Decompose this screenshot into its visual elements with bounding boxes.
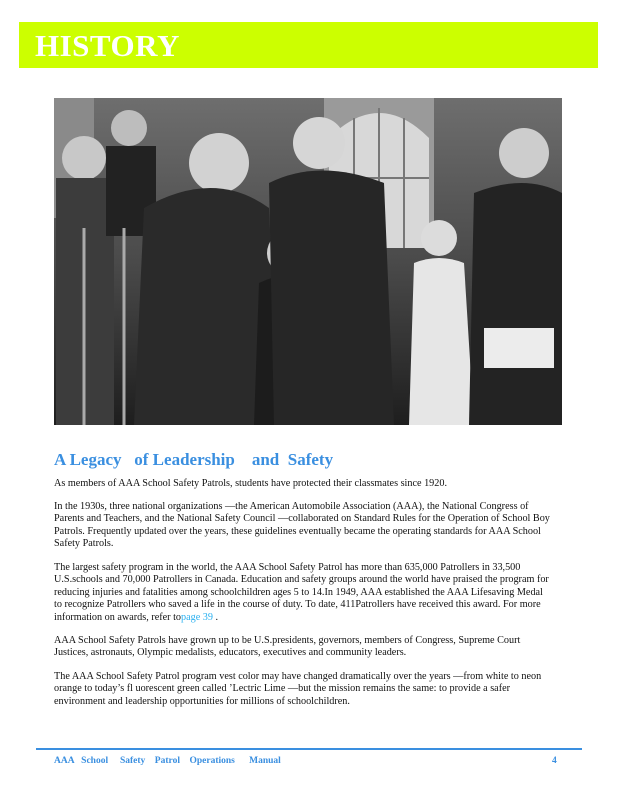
paragraph-program-end: . bbox=[212, 611, 219, 623]
paragraph-program-text: The largest safety program in the world, the AAA School Safety Patrol has more than 635,000 Patrollers in 33,500 U.S.schools and 70,000 Patrollers in Canada. Education and safety groups around the world have praised the program for reducing injuries and fatalities among schoolchildren ages 5 to 14.In 1949, AAA established the AAA Lifesaving Medal to recognize Patrollers who saved a life in the course of duty. To date, 411Patrollers have received this award. For more information on awards, refer to bbox=[54, 562, 549, 623]
page-39-link[interactable]: page 39 bbox=[181, 611, 213, 623]
footer-divider bbox=[36, 748, 582, 750]
paragraph-vest: The AAA School Safety Patrol program vest color may have changed dramatically over the years —from white to neon orange to today’s fl uorescent green called ’Lectric Lime —but the mission remains the same: to provide a safer environment and leadership opportunities for millions of schoolchildren. bbox=[54, 671, 542, 707]
page-number: 4 bbox=[552, 756, 557, 766]
photo-illustration bbox=[54, 98, 562, 425]
section-heading: A Legacy of Leadership and Safety bbox=[54, 450, 334, 469]
footer-manual-title: AAA School Safety Patrol Operations Manual bbox=[54, 756, 281, 766]
paragraph-program bbox=[54, 562, 550, 624]
section-title: HISTORY bbox=[35, 28, 180, 63]
historical-photo bbox=[54, 98, 562, 425]
paragraph-1930s: In the 1930s, three national organizations —the American Automobile Association (AAA), the National Congress of Parents and Teachers, and the National Safety Council —collaborated on Standard Rules for the Operation of School Boy Patrols. Frequently updated over the years, these guidelines eventually became the operating standards for AAA School Safety Patrols. bbox=[54, 501, 550, 550]
section-banner bbox=[19, 22, 598, 68]
paragraph-alumni: AAA School Safety Patrols have grown up to be U.S.presidents, governors, members of Congress, Supreme Court Justices, astronauts, Olympic medalists, educators, executives and community leaders. bbox=[54, 635, 521, 659]
paragraph-intro: As members of AAA School Safety Patrols, students have protected their classmates since 1920. bbox=[54, 478, 447, 489]
